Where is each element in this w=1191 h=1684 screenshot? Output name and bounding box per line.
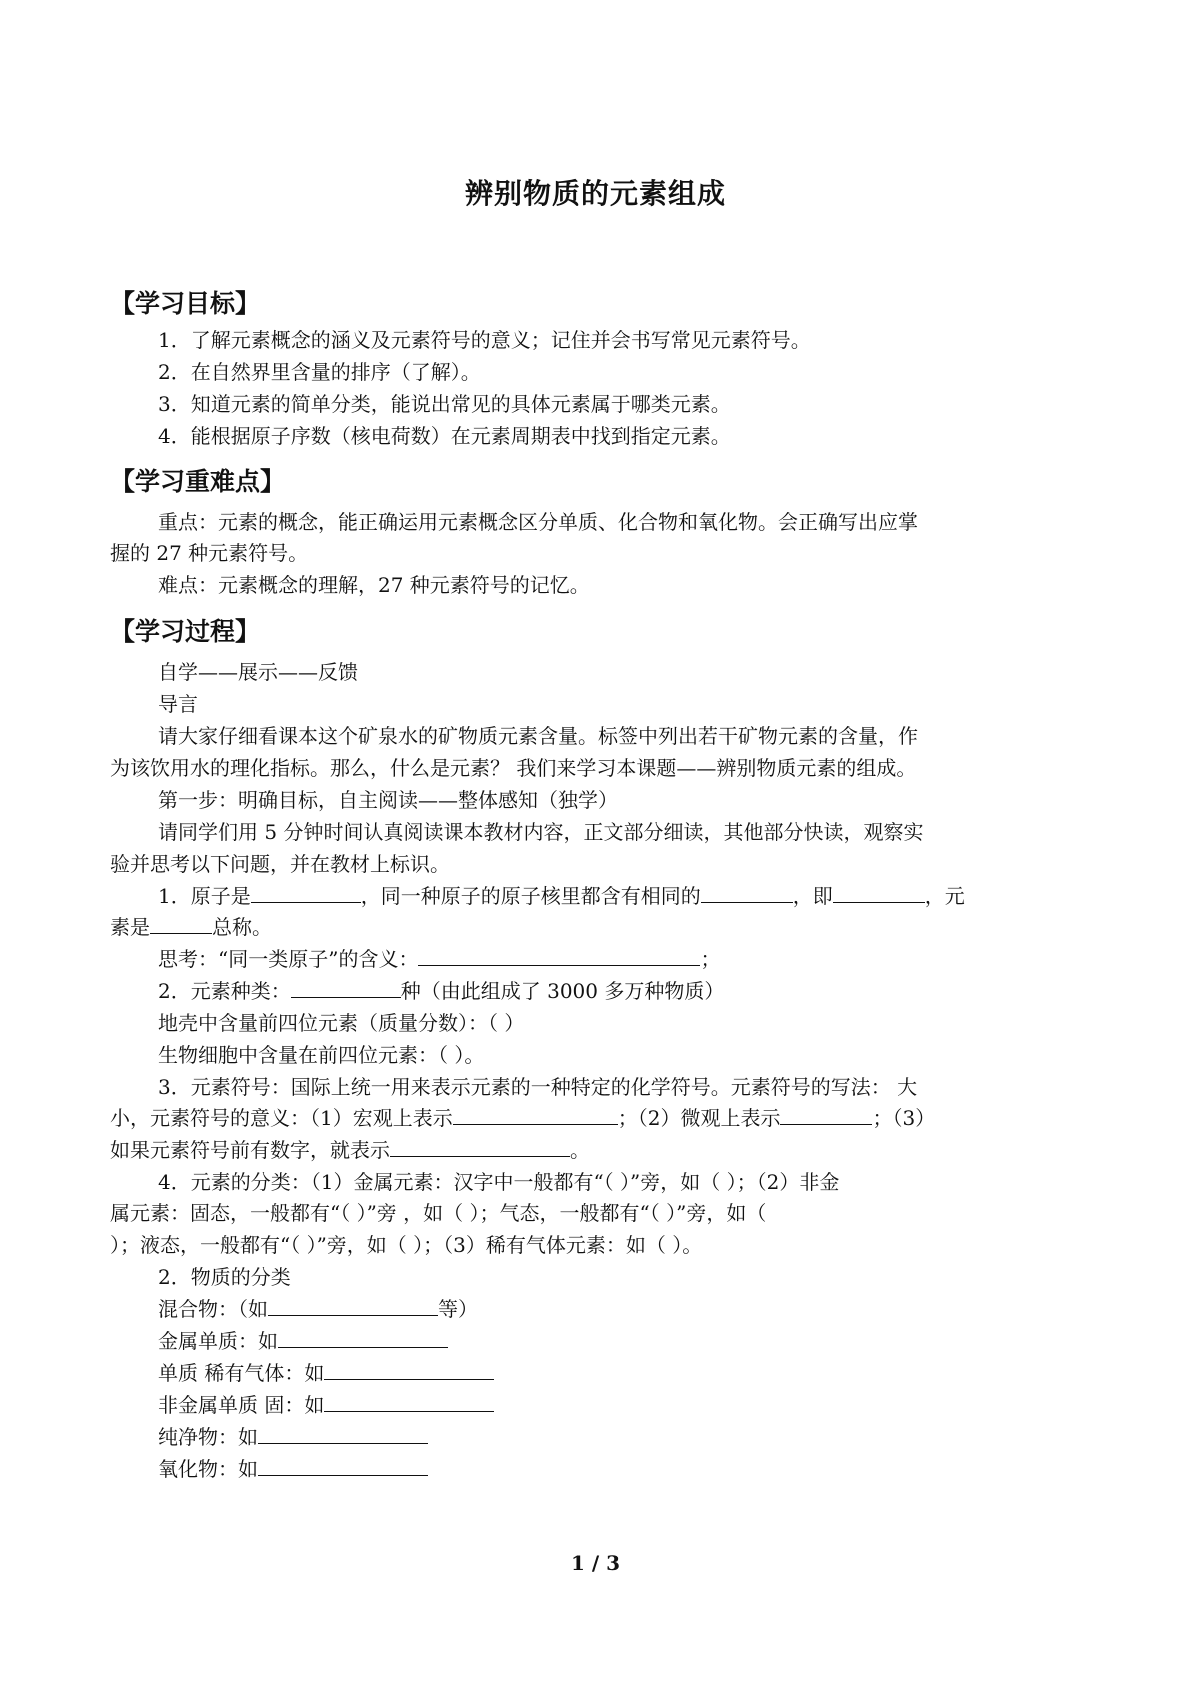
q3-blank-macro[interactable] (453, 1106, 618, 1125)
q1-blank-atom[interactable] (251, 884, 361, 903)
goal-item-4: 4．能根据原子序数（核电荷数）在元素周期表中找到指定元素。 (158, 424, 731, 448)
mixture-end: 等） (438, 1297, 478, 1321)
step-one: 第一步：明确目标，自主阅读——整体感知（独学） (158, 788, 618, 812)
process-heading: 【学习过程】 (110, 617, 261, 646)
q1-text-e: 素是 (110, 915, 150, 939)
noble-blank[interactable] (324, 1361, 494, 1380)
mixture-line (158, 1297, 478, 1321)
q2-blank-kinds[interactable] (291, 979, 401, 998)
intro-paragraph-line-1: 请大家仔细看课本这个矿泉水的矿物质元素含量。标签中列出若干矿物元素的含量，作 (158, 724, 918, 748)
process-method: 自学——展示——反馈 (158, 660, 358, 684)
metal-text: 金属单质：如 (158, 1329, 278, 1353)
reading-instruction-line-2: 验并思考以下问题，并在教材上标识。 (110, 852, 450, 876)
q1-blank-element[interactable] (150, 915, 212, 934)
noble-text: 单质 稀有气体：如 (158, 1361, 325, 1385)
oxide-blank[interactable] (258, 1457, 428, 1476)
noble-gas-line (158, 1361, 494, 1385)
question-2-line (158, 979, 724, 1003)
nonmetal-element-line (158, 1393, 494, 1417)
mixture-blank[interactable] (268, 1297, 438, 1316)
q3-blank-micro[interactable] (780, 1106, 872, 1125)
keypoints-heading: 【学习重难点】 (110, 467, 286, 496)
intro-paragraph-line-2: 为该饮用水的理化指标。那么，什么是元素？ 我们来学习本课题——辨别物质元素的组成。 (110, 756, 917, 780)
q3-blank-number[interactable] (390, 1138, 570, 1157)
nonmetal-text: 非金属单质 固：如 (158, 1393, 325, 1417)
mixture-text: 混合物：（如 (158, 1297, 268, 1321)
q3-text-c: ；（3） (872, 1106, 936, 1130)
q2-text-b: 种（由此组成了 3000 多万种物质） (400, 979, 725, 1003)
keypoint-line-2: 握的 27 种元素符号。 (110, 541, 309, 565)
think-blank[interactable] (418, 947, 700, 966)
q1-blank-same[interactable] (701, 884, 793, 903)
q1-blank-namely[interactable] (833, 884, 925, 903)
pure-substance-line (158, 1425, 428, 1449)
reading-instruction-line-1: 请同学们用 5 分钟时间认真阅读课本教材内容，正文部分细读，其他部分快读，观察实 (158, 820, 924, 844)
q1-text-c: ，即 (792, 884, 833, 908)
document-title: 辨别物质的元素组成 (464, 177, 726, 210)
q1-text-d: ，元 (924, 884, 965, 908)
classification-heading: 2．物质的分类 (158, 1265, 291, 1289)
oxide-line (158, 1457, 428, 1481)
crust-elements-line: 地壳中含量前四位元素（质量分数）：（ ） (158, 1011, 525, 1035)
process-intro-label: 导言 (158, 692, 198, 716)
think-end: ； (700, 947, 721, 971)
q3-text-b: ；（2）微观上表示 (617, 1106, 781, 1130)
nonmetal-blank[interactable] (324, 1393, 494, 1412)
goal-item-2: 2．在自然界里含量的排序（了解）。 (158, 360, 481, 384)
cell-elements-line: 生物细胞中含量在前四位元素：（ ）。 (158, 1043, 485, 1067)
think-text: 思考：“同一类原子”的含义： (158, 947, 419, 971)
q1-text-f: 总称。 (212, 915, 272, 939)
keypoint-line-1: 重点：元素的概念，能正确运用元素概念区分单质、化合物和氧化物。会正确写出应掌 (158, 510, 918, 534)
goal-item-3: 3．知道元素的简单分类，能说出常见的具体元素属于哪类元素。 (158, 392, 731, 416)
metal-element-line (158, 1329, 448, 1353)
q3-text-d: 如果元素符号前有数字，就表示 (110, 1138, 390, 1162)
question-3-line-2 (110, 1106, 935, 1130)
oxide-text: 氧化物：如 (158, 1457, 258, 1481)
q3-text-e: 。 (570, 1138, 590, 1162)
think-line (158, 947, 720, 971)
pure-text: 纯净物：如 (158, 1425, 258, 1449)
pure-blank[interactable] (258, 1425, 428, 1444)
question-4-line-2: 属元素：固态，一般都有“（ ）”旁 ，如（ ）；气态，一般都有“（ ）”旁，如（ (110, 1201, 767, 1225)
difficulty-line: 难点：元素概念的理解，27 种元素符号的记忆。 (158, 573, 590, 597)
q3-text-a: 小，元素符号的意义：（1）宏观上表示 (110, 1106, 453, 1130)
goals-heading: 【学习目标】 (110, 289, 261, 318)
q1-text-a: 1．原子是 (158, 884, 251, 908)
page-number: 1 / 3 (570, 1551, 621, 1575)
question-4-line-3: ）；液态，一般都有“（ ）”旁，如（ ）；（3）稀有气体元素：如（ ）。 (110, 1233, 703, 1257)
q1-text-b: ，同一种原子的原子核里都含有相同的 (360, 884, 701, 908)
q2-text-a: 2．元素种类： (158, 979, 291, 1003)
question-4-line-1: 4．元素的分类：（1）金属元素：汉字中一般都有“（ ）”旁，如（ ）；（2）非金 (158, 1170, 840, 1194)
question-1-line-2 (110, 915, 272, 939)
goal-item-1: 1．了解元素概念的涵义及元素符号的意义；记住并会书写常见元素符号。 (158, 328, 811, 352)
question-1-line-1 (158, 884, 965, 908)
question-3-line-1: 3．元素符号：国际上统一用来表示元素的一种特定的化学符号。元素符号的写法： 大 (158, 1075, 918, 1099)
question-3-line-3 (110, 1138, 590, 1162)
metal-blank[interactable] (278, 1329, 448, 1348)
